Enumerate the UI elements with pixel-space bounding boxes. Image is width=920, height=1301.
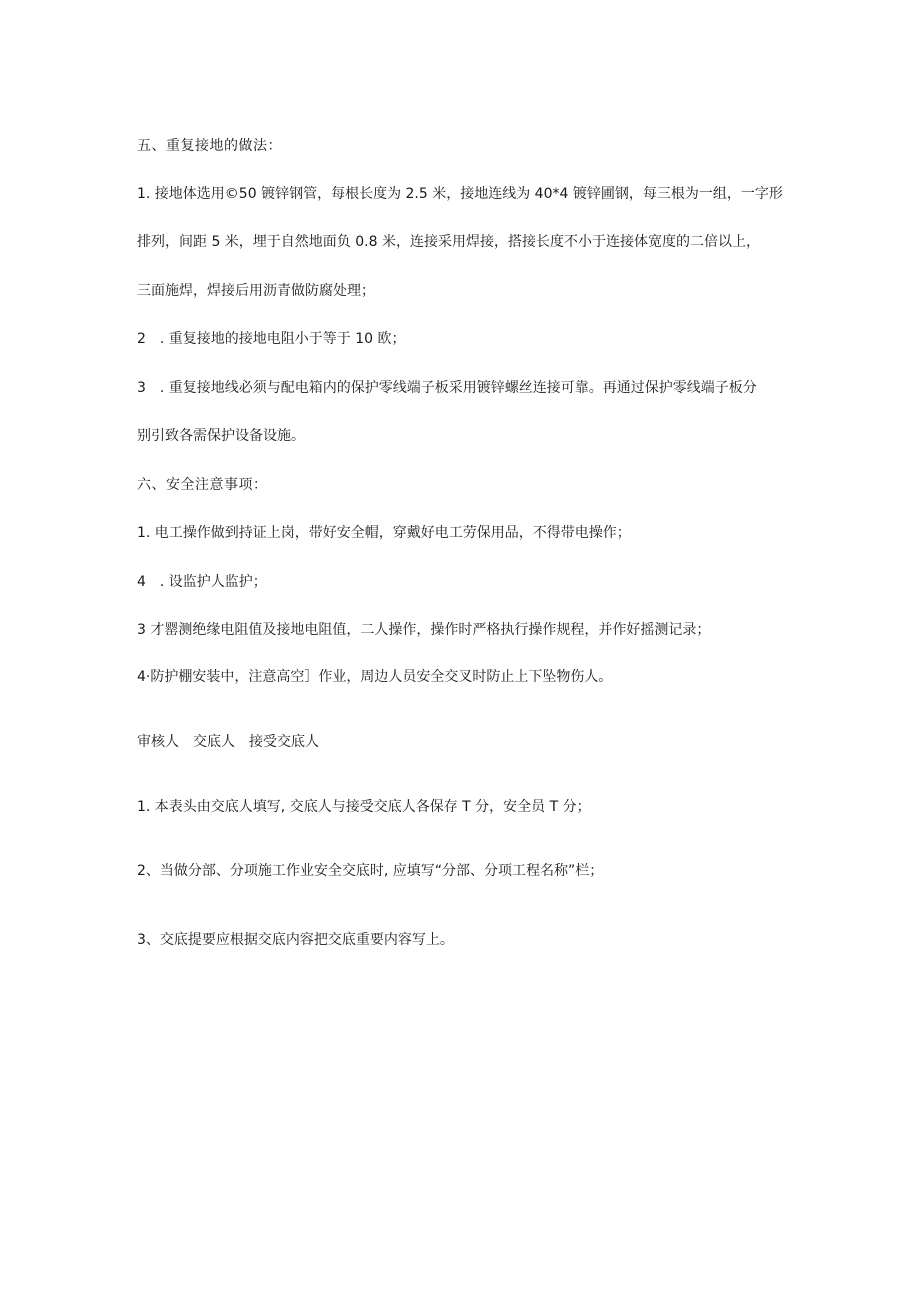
note-1: 1. 本表头由交底人填写, 交底人与接受交底人各保存 T 分，安全员 T 分； bbox=[137, 799, 591, 815]
section-6-title: 六、安全注意事项： bbox=[137, 477, 268, 493]
signature-row: 审核人 交底人 接受交底人 bbox=[137, 734, 319, 750]
s6-item-3: 3 才罂测绝缘电阻值及接地电阻值，二人操作，操作时严格执行操作规程，并作好摇测记录； bbox=[137, 622, 711, 638]
s5-item-2: 2 . 重复接地的接地电阻小于等于 10 欧； bbox=[137, 331, 406, 347]
section-5-title: 五、重复接地的做法： bbox=[137, 138, 282, 154]
s6-item-1: 1. 电工操作做到持证上岗，带好安全帽，穿戴好电工劳保用品，不得带电操作； bbox=[137, 525, 631, 541]
s6-item-4: 4·防护棚安装中，注意高空］作业，周边人员安全交叉时防止上下坠物伤人。 bbox=[137, 669, 613, 685]
s5-item-1-line-1: 1. 接地体选用©50 镀锌钢管，每根长度为 2.5 米，接地连线为 40*4 镀锌圃钢，每三根为一组，一字形 bbox=[137, 186, 783, 202]
note-3: 3、交底提要应根据交底内容把交底重要内容写上。 bbox=[137, 932, 454, 948]
note-2: 2、当做分部、分项施工作业安全交底时, 应填写“分部、分项工程名称”栏； bbox=[137, 863, 604, 879]
s6-item-2: 4 . 设监护人监护； bbox=[137, 574, 267, 590]
s5-item-3-line-2: 别引致各需保护设备设施。 bbox=[137, 428, 305, 444]
s5-item-3-line-1: 3 . 重复接地线必须与配电箱内的保护零线端子板采用镀锌螺丝连接可靠。再通过保护零线端子板分 bbox=[137, 380, 757, 396]
s5-item-1-line-2: 排列，间距 5 米，埋于自然地面负 0.8 米，连接采用焊接，搭接长度不小于连接体宽度的二倍以上， bbox=[137, 234, 760, 250]
s5-item-1-line-3: 三面施焊，焊接后用沥青做防腐处理； bbox=[137, 283, 375, 299]
